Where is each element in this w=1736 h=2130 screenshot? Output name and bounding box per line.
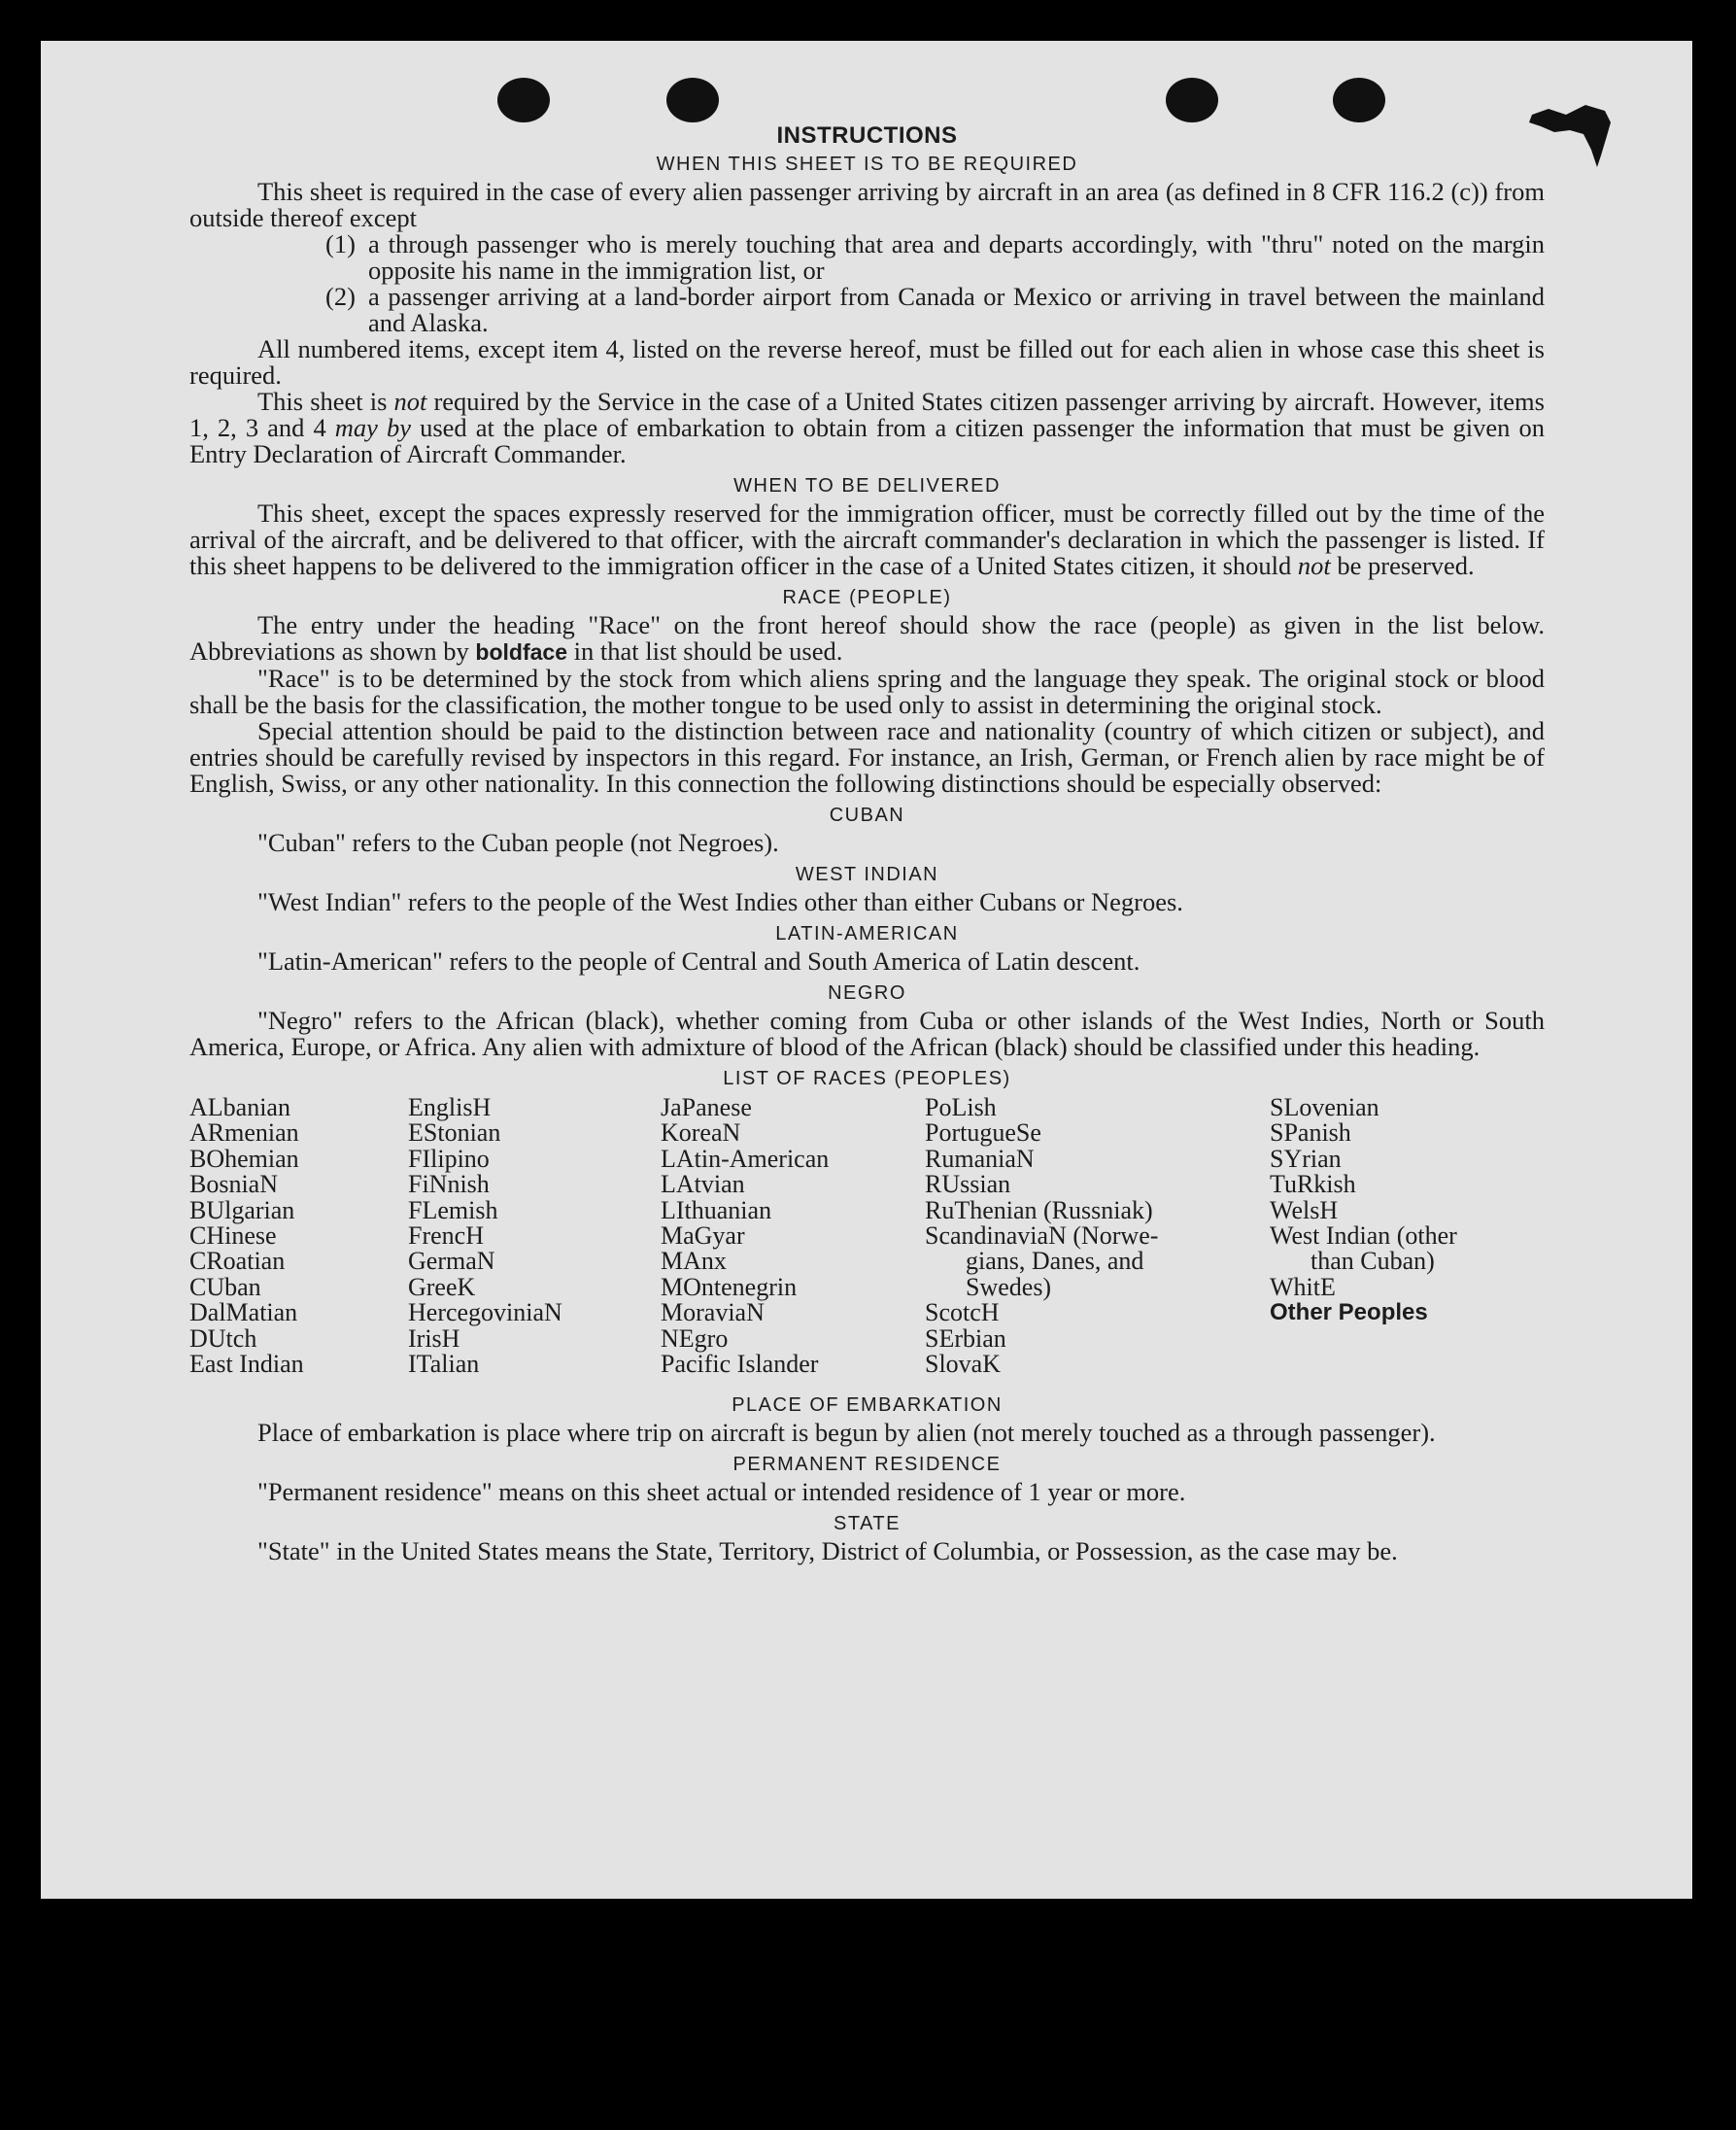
race-item: SErbian	[925, 1323, 1006, 1353]
race-column	[189, 1095, 304, 1377]
section-heading: WEST INDIAN	[795, 864, 939, 885]
race-item: SYrian	[1270, 1144, 1342, 1173]
section-heading: PLACE OF EMBARKATION	[732, 1394, 1003, 1416]
race-item: West Indian (other	[1270, 1221, 1457, 1251]
race-item: SPanish	[1270, 1118, 1351, 1148]
race-item: GreeK	[408, 1272, 476, 1301]
punch-hole	[1333, 78, 1385, 122]
punch-hole	[1166, 78, 1218, 122]
race-item: RUssian	[925, 1170, 1011, 1199]
race-item: CUban	[189, 1272, 261, 1301]
race-item: MOntenegrin	[661, 1272, 798, 1301]
race-item: IrisH	[408, 1323, 460, 1353]
race-item: Swedes)	[966, 1272, 1052, 1301]
race-item: East Indian	[189, 1350, 304, 1379]
race-item: FrencH	[408, 1221, 484, 1251]
list-item	[325, 231, 1545, 284]
section-heading: LATIN-AMERICAN	[775, 923, 959, 945]
race-item: ScandinaviaN (Norwe-	[925, 1221, 1159, 1251]
section-heading: WHEN THIS SHEET IS TO BE REQUIRED	[656, 154, 1078, 175]
race-item: ARmenian	[189, 1118, 299, 1148]
paragraph: "Race" is to be determined by the stock from which aliens spring and the language they speak. The original stock or blood shall be the basis for the classification, the mother tongue to be used only to assist in determining the original stock.	[189, 664, 1545, 719]
race-column	[661, 1095, 829, 1377]
race-item: WhitE	[1270, 1272, 1336, 1301]
race-item: PortugueSe	[925, 1118, 1041, 1148]
race-item: Other Peoples	[1270, 1299, 1428, 1326]
paragraph: "State" in the United States means the State, Territory, District of Columbia, or Possession, as the case may be.	[257, 1536, 1398, 1565]
race-item: MaGyar	[661, 1221, 745, 1251]
section-heading: CUBAN	[829, 805, 905, 826]
race-item: HercegoviniaN	[408, 1298, 562, 1327]
race-item: PoLish	[925, 1093, 997, 1121]
race-item: RumaniaN	[925, 1144, 1035, 1173]
punch-hole	[666, 78, 719, 122]
race-item: JaPanese	[661, 1093, 752, 1121]
paragraph: Place of embarkation is place where trip on aircraft is begun by alien (not merely touched as a through passenger).	[257, 1418, 1436, 1447]
paragraph: All numbered items, except item 4, listed on the reverse hereof, must be filled out for each alien in whose case this sheet is required.	[189, 334, 1545, 390]
paragraph: This sheet, except the spaces expressly reserved for the immigration officer, must be correctly filled out by the time of the arrival of the aircraft, and be delivered to that officer, with the aircraft commander's declaration in which the passenger is listed. If this sheet happens to be delivered to the immigration officer in the case of a United States citizen, it should not be preserved.	[189, 498, 1545, 580]
punch-hole	[497, 78, 550, 122]
race-item: gians, Danes, and	[966, 1247, 1144, 1276]
race-item: WelsH	[1270, 1195, 1339, 1224]
race-column	[925, 1095, 1158, 1377]
race-item: MAnx	[661, 1247, 727, 1276]
race-item: TuRkish	[1270, 1170, 1356, 1199]
race-item: NEgro	[661, 1323, 729, 1353]
race-item: SLovenian	[1270, 1093, 1379, 1121]
race-item: FIlipino	[408, 1144, 490, 1173]
list-item	[325, 284, 1545, 336]
race-item: EnglisH	[408, 1093, 492, 1121]
section-heading: STATE	[834, 1513, 901, 1534]
item-text: a through passenger who is merely touching that area and departs accordingly, with "thru" noted on the margin opposite his name in the immigration list, or	[368, 229, 1545, 285]
race-item: LAtin-American	[661, 1144, 830, 1173]
section-heading: PERMANENT RESIDENCE	[732, 1454, 1002, 1475]
race-item: KoreaN	[661, 1118, 741, 1148]
race-item: BOhemian	[189, 1144, 299, 1173]
page-title: INSTRUCTIONS	[776, 122, 958, 149]
item-number: (2)	[325, 282, 356, 311]
paragraph: Special attention should be paid to the distinction between race and nationality (country of which citizen or subject), and entries should be carefully revised by inspectors in this regard. For instance, an Irish, German, or French alien by race might be of English, Swiss, or any other nationality. In this connection the following distinctions should be especially observed:	[189, 716, 1545, 798]
race-item: Pacific Islander	[661, 1350, 819, 1379]
race-item: DalMatian	[189, 1298, 298, 1327]
section-heading: LIST OF RACES (PEOPLES)	[723, 1068, 1011, 1089]
race-item: FiNnish	[408, 1170, 490, 1199]
race-item: GermaN	[408, 1247, 495, 1276]
section-heading: NEGRO	[828, 982, 906, 1004]
section-heading: RACE (PEOPLE)	[782, 587, 952, 608]
document-page	[41, 41, 1692, 1899]
paragraph: "Negro" refers to the African (black), whether coming from Cuba or other islands of the West Indies, North or South America, Europe, or Africa. Any alien with admixture of blood of the African (black) should be classified under this heading.	[189, 1006, 1545, 1061]
item-text: a passenger arriving at a land-border airport from Canada or Mexico or arriving in travel between the mainland and Alaska.	[368, 282, 1545, 337]
race-item: BosniaN	[189, 1170, 278, 1199]
item-number: (1)	[325, 229, 356, 258]
race-item: LAtvian	[661, 1170, 745, 1199]
race-column	[1270, 1095, 1457, 1326]
paragraph: "West Indian" refers to the people of the West Indies other than either Cubans or Negroes.	[257, 887, 1183, 916]
race-item: ITalian	[408, 1350, 480, 1379]
section-heading: WHEN TO BE DELIVERED	[733, 475, 1001, 497]
race-item: than Cuban)	[1311, 1247, 1435, 1276]
paragraph: This sheet is not required by the Service in the case of a United States citizen passenger arriving by aircraft. However, items 1, 2, 3 and 4 may by used at the place of embarkation to obtain from a citizen passenger the information that must be given on Entry Declaration of Aircraft Commander.	[189, 387, 1545, 468]
race-item: RuThenian (Russniak)	[925, 1195, 1153, 1224]
paragraph: The entry under the heading "Race" on the front hereof should show the race (people) as given in the list below. Abbreviations as shown by boldface in that list should be used.	[189, 610, 1545, 666]
race-item: CHinese	[189, 1221, 277, 1251]
race-column	[408, 1095, 562, 1377]
race-item: BUlgarian	[189, 1195, 295, 1224]
race-item: LIthuanian	[661, 1195, 772, 1224]
race-list	[189, 1095, 1545, 1387]
instructions-content	[189, 122, 1545, 1564]
race-item: ALbanian	[189, 1093, 290, 1121]
race-item: DUtch	[189, 1323, 257, 1353]
race-item: FLemish	[408, 1195, 498, 1224]
race-item: SlovaK	[925, 1350, 1001, 1379]
paragraph: "Permanent residence" means on this sheet actual or intended residence of 1 year or more.	[257, 1477, 1186, 1506]
race-item: EStonian	[408, 1118, 501, 1148]
paragraph: This sheet is required in the case of every alien passenger arriving by aircraft in an area (as defined in 8 CFR 116.2 (c)) from outside thereof except	[189, 177, 1545, 232]
race-item: CRoatian	[189, 1247, 286, 1276]
race-item: MoraviaN	[661, 1298, 765, 1327]
paragraph: "Latin-American" refers to the people of Central and South America of Latin descent.	[257, 946, 1140, 976]
paragraph: "Cuban" refers to the Cuban people (not Negroes).	[257, 828, 779, 857]
race-item: ScotcH	[925, 1298, 1000, 1327]
